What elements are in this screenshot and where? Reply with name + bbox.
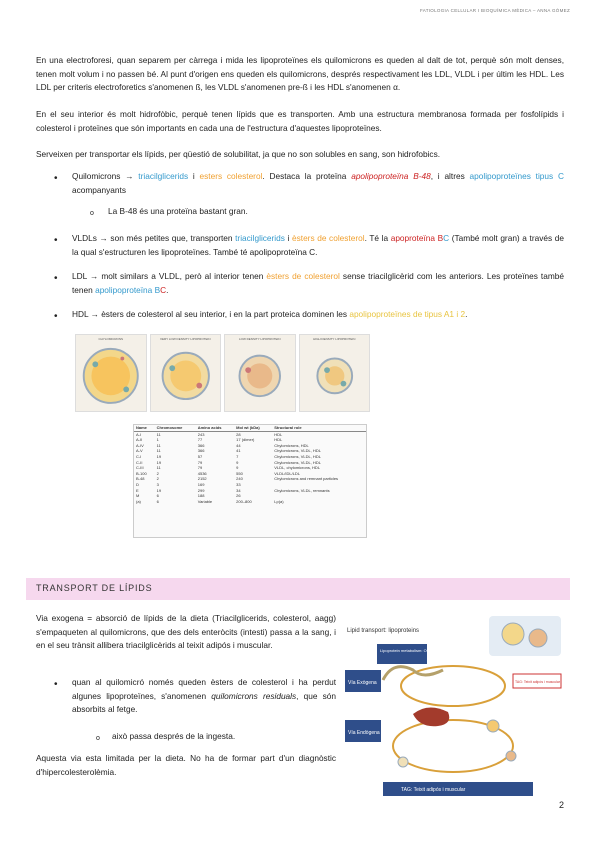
table-cell: Chylomicrons, VLDL, HDL xyxy=(274,453,321,459)
table-cell: 19 xyxy=(156,453,162,459)
table-cell: Chylomicrons, VLDL, remnants xyxy=(274,487,330,493)
table-cell: 6 xyxy=(156,498,159,504)
table-cell: B-48 xyxy=(136,476,145,482)
table-cell: 26 xyxy=(236,493,241,499)
diagram-box: Lipoprotein metabolism: Overview xyxy=(380,648,441,653)
table-cell: Lp(a) xyxy=(274,498,284,504)
table-cell: 9 xyxy=(236,465,239,471)
section-title: TRANSPORT DE LÍPIDS xyxy=(36,583,153,593)
table-cell: 44 xyxy=(236,442,241,448)
table-cell: C-I xyxy=(136,453,142,459)
paragraph-interior: En el seu interior és molt hidrofòbic, perquè tenen lípids que es transporten. Amb una estructura membranosa formada per fosfolípids i colesterol i proteïnes que són importants en cada una de l'estructura d'aquestes lipoproteïnes. xyxy=(36,109,564,133)
table-cell: 41 xyxy=(236,448,241,454)
bullet-dot: • xyxy=(54,173,58,184)
table-cell: 33 xyxy=(236,481,241,487)
label-via-endogena: Vía Endògena xyxy=(348,730,380,736)
table-cell: Chylomicrons, VLDL, HDL xyxy=(274,459,321,465)
table-cell: 79 xyxy=(197,465,203,471)
table-cell: 299 xyxy=(197,487,205,493)
bullet-ldl: LDL → molt similars a VLDL, però al interior tenen èsters de colesterol sense triacilglicèrid com les anteriors. Les proteïnes també tenen apolipoproteïna BC. xyxy=(72,271,564,295)
table-cell: E xyxy=(136,487,139,493)
table-cell: 19 xyxy=(156,459,162,465)
table-cell: 34 xyxy=(236,487,241,493)
table-cell: 11 xyxy=(156,465,161,471)
table-cell: HDL xyxy=(274,431,283,437)
table-cell: 11 xyxy=(156,442,161,448)
table-cell: C-III xyxy=(136,465,144,471)
table-header-cell: Structural role xyxy=(272,425,366,431)
bullet-quilomicrons-residuals: quan al quilomicró només queden èsters de colesterol i ha perdut algunes lipoproteïnes, s'anomenen quilomicrons residuals, que són absorbits al fetge. xyxy=(72,677,336,714)
lipid-transport-diagram xyxy=(343,614,565,802)
table-cell: 79 xyxy=(197,459,203,465)
table-header-cell: Mol wt (kDa) xyxy=(234,425,272,431)
table-cell: 243 xyxy=(197,431,205,437)
bullet-dot: • xyxy=(54,679,58,690)
bullet-vldl: VLDLs → son més petites que, transporten triacilglicerids i èsters de colesterol. Té la apoproteïna BC (També molt gran) a través de la qual s'estructuren les lipoproteïnes. També té apolipoproteïna C. xyxy=(72,233,564,257)
table-cell: A-V xyxy=(136,448,143,454)
table-cell: 6 xyxy=(156,493,159,499)
bullet-hdl: HDL → èsters de colesterol al seu interior, i en la part proteica dominen les apolipoproteïnes de tipus A1 i 2. xyxy=(72,309,468,319)
bullet-dot: • xyxy=(54,273,58,284)
table-cell: 188 xyxy=(197,493,205,499)
table-cell: HDL xyxy=(274,437,283,443)
table-cell: VLDL/IDL/LDL xyxy=(274,470,301,476)
table-header-cell: Name xyxy=(134,425,155,431)
table-cell: A-II xyxy=(136,437,143,443)
table-cell: D xyxy=(136,481,139,487)
table-cell: 17 (dimer) xyxy=(236,437,255,443)
apolipoprotein-table xyxy=(133,424,367,538)
table-cell: 19 xyxy=(156,487,162,493)
table-cell: 9 xyxy=(236,459,239,465)
table-cell: A-IV xyxy=(136,442,144,448)
table-row xyxy=(134,499,366,505)
label-via-exogena: Vía Exògena xyxy=(348,680,377,686)
table-cell: Variable xyxy=(197,498,213,504)
diagram-title: Lipid transport: lipoproteins xyxy=(347,628,420,634)
table-header-cell: Chromosome xyxy=(155,425,196,431)
bullet-quilomicrons: Quilomicrons → triacilglicerids i esters colesterol. Destaca la proteïna apolipoproteïna B-48, i altres apolipoproteïnes tipus C acompanyants xyxy=(72,171,564,195)
table-cell: M xyxy=(136,493,140,499)
paragraph-electroforesi: En una electroforesi, quan separem per càrrega i mida les lipoproteïnes els quilomicrons es queden al dalt de tot, perquè són molt denses, tenen molt volum i no passen bé. Al punt d'origen ens queden els quilomicrons, després respectivament les LDL, VLDL i per últim les HDL. Les LDL per criteris electroforetics s'anomenen ß, les VLDL s'anomenen pre-ß i les HDL s'anomenen α. xyxy=(36,55,564,92)
bullet-dot: • xyxy=(54,311,58,322)
table-cell: 11 xyxy=(156,448,161,454)
table-cell: 550 xyxy=(236,470,243,476)
running-header: FATIOLOGIA CELLULAR I BIOQUÍMICA MÈDICA – ANNA GÓMEZ xyxy=(419,8,570,13)
figure-caption: LOW DENSITY LIPOPROTEIN xyxy=(238,337,281,341)
figure-caption: HIGH DENSITY LIPOPROTEIN xyxy=(313,337,356,341)
table-cell: 4536 xyxy=(197,470,207,476)
section-header xyxy=(26,578,570,600)
table-cell: VLDL, chylomicrons, HDL xyxy=(274,465,321,471)
page-number: 2 xyxy=(558,800,564,810)
table-cell: 2 xyxy=(156,476,159,482)
table-cell: 240 xyxy=(236,476,243,482)
table-cell: Chylomicrons, HDL xyxy=(274,442,309,448)
table-cell: 366 xyxy=(197,442,205,448)
subbullet-ingesta: això passa després de la ingesta. xyxy=(112,731,236,741)
table-cell: Chylomicrons, VLDL, HDL xyxy=(274,448,321,454)
table-cell: C-II xyxy=(136,459,143,465)
table-cell: 57 xyxy=(197,453,203,459)
paragraph-via-exogena: Via exogena = absorció de lípids de la dieta (Triacilglicerids, colesterol, aagg) s'empaqueten al quilomicrons, que des dels enteròcits (intesti) passa a la sang, i en el seu trànsit allibera triacilglicèrids al teixit adipós i muscular. xyxy=(36,613,336,650)
table-cell: 2152 xyxy=(197,476,207,482)
table-cell: 200–800 xyxy=(236,498,252,504)
table-cell: 3 xyxy=(156,481,159,487)
figure-chylomicron xyxy=(75,334,147,412)
table-cell: 77 xyxy=(197,437,203,443)
table-cell: 1 xyxy=(156,437,159,443)
table-cell: 7 xyxy=(236,453,239,459)
table-cell: 11 xyxy=(156,431,161,437)
bullet-dot: • xyxy=(54,235,58,246)
paragraph-limitada: Aquesta via esta limitada per la dieta. No ha de formar part d'un diagnòstic d'hipercolesterolèmia. xyxy=(36,753,336,777)
table-cell: 2 xyxy=(156,470,159,476)
subbullet-circle: o xyxy=(96,735,100,742)
table-cell: Chylomicrons and remnant particles xyxy=(274,476,339,482)
table-cell: 28 xyxy=(236,431,241,437)
subbullet-circle: o xyxy=(90,210,94,217)
lipoprotein-figures xyxy=(75,334,370,412)
label-tag-bottom: TAG: Teixit adipós i muscular xyxy=(401,787,466,793)
table-cell: (a) xyxy=(136,498,141,504)
paragraph-transport: Serveixen per transportar els lípids, per qüestió de solubilitat, ja que no son solubles en sang, son hidrofobics. xyxy=(36,149,441,159)
table-cell: 366 xyxy=(197,448,205,454)
figure-caption: CHYLOMICRONS xyxy=(98,337,123,341)
figure-hdl xyxy=(299,334,371,412)
subbullet-b48: La B-48 és una proteïna bastant gran. xyxy=(108,206,248,216)
table-cell: B-100 xyxy=(136,470,147,476)
table-cell: 169 xyxy=(197,481,205,487)
label-tag-top: TAG: Teixit adipós i muscular xyxy=(515,680,560,684)
figure-vldl xyxy=(150,334,222,412)
table-cell: A-I xyxy=(136,431,142,437)
table-header-cell: Amino acids xyxy=(196,425,234,431)
figure-caption: VERY LOW DENSITY LIPOPROTEIN xyxy=(159,337,211,341)
figure-ldl xyxy=(224,334,296,412)
